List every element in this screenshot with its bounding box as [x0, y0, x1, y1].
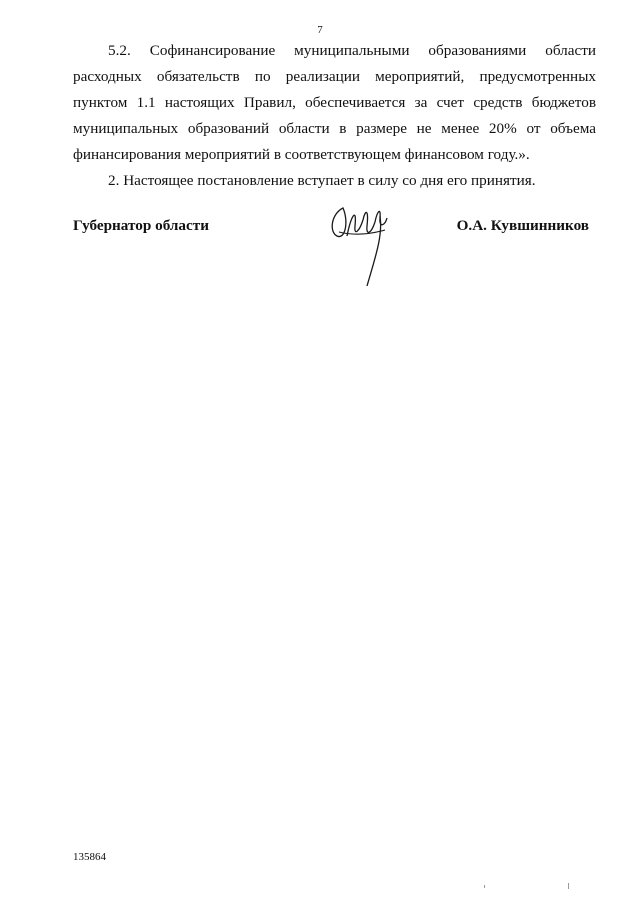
paragraph-5-2: 5.2. Софинансирование муниципальными образованиями области расходных обязательств по реализации мероприятий, предусмотренных пунктом 1.1 настоящих Правил, обеспечивается за счет средств бюджетов муниципальных образований области в размере не менее 20% от объема финансирования мероприятий в соответствующем финансовом году.».	[73, 42, 596, 163]
document-body	[73, 38, 596, 194]
signature-block	[73, 216, 589, 296]
paragraph-2: 2. Настоящее постановление вступает в силу со дня его принятия.	[108, 172, 536, 189]
scan-artifact	[568, 883, 569, 889]
handwritten-signature	[325, 196, 395, 291]
signatory-name: О.А. Кувшинников	[456, 217, 589, 234]
scan-artifact	[484, 885, 485, 888]
document-code: 135864	[73, 851, 106, 863]
signatory-position: Губернатор области	[73, 217, 209, 234]
page-number: 7	[317, 24, 323, 36]
